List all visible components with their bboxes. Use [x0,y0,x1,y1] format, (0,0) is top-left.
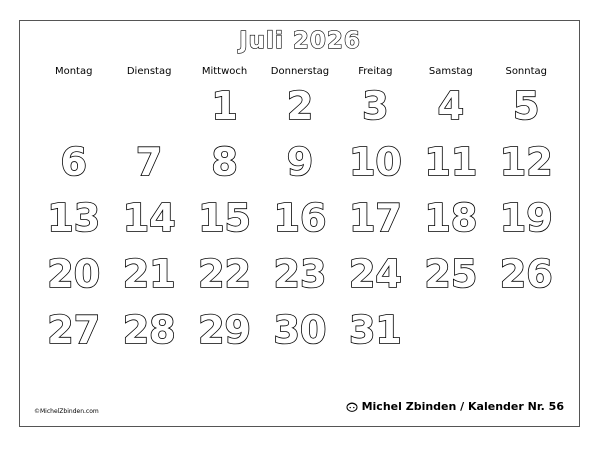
day-cell: 2 [286,84,314,128]
weekday-label: Sonntag [505,66,548,77]
day-cell: 14 [122,196,176,240]
day-cell: 7 [135,140,163,184]
day-cell: 28 [122,308,176,352]
day-cell: 4 [437,84,465,128]
face-logo-icon [346,402,358,412]
day-cell [489,302,564,358]
day-cell: 13 [47,196,101,240]
day-cell: 17 [348,196,402,240]
day-cell: 22 [198,252,251,296]
day-cell: 19 [499,196,553,240]
day-cell: 9 [286,140,314,184]
day-cell: 12 [499,140,553,184]
day-cell: 16 [273,196,327,240]
day-cell: 27 [47,308,101,352]
day-cell: 20 [47,252,101,296]
weekday-label: Freitag [358,66,393,77]
day-cell: 31 [348,308,402,352]
day-cell [111,78,186,134]
day-cell: 23 [273,252,327,296]
day-cell: 11 [424,140,478,184]
day-cell: 25 [424,252,478,296]
day-cell: 3 [362,84,389,128]
weekday-label: Mittwoch [201,66,248,77]
copyright-text: ©MichelZbinden.com [34,408,99,415]
day-cell: 30 [273,308,327,352]
day-cell: 26 [499,252,553,296]
credit-line [346,400,564,413]
day-cell: 15 [198,196,251,240]
day-cell [36,78,111,134]
weekday-label: Donnerstag [270,66,330,77]
day-cell: 18 [424,196,478,240]
weekday-label: Montag [54,66,93,77]
calendar-grid [36,78,564,358]
day-cell: 29 [198,308,251,352]
day-cell: 1 [211,84,238,128]
weekday-label: Samstag [428,66,473,77]
calendar-title: Juli 2026 [239,28,361,54]
day-cell: 24 [348,252,402,296]
credit-text: Michel Zbinden / Kalender Nr. 56 [361,400,564,413]
day-cell: 10 [348,140,402,184]
weekday-label: Dienstag [126,66,172,77]
day-cell: 21 [122,252,176,296]
day-cell: 8 [211,140,238,184]
day-cell: 6 [60,140,87,184]
day-cell: 5 [513,84,540,128]
day-cell [413,302,488,358]
